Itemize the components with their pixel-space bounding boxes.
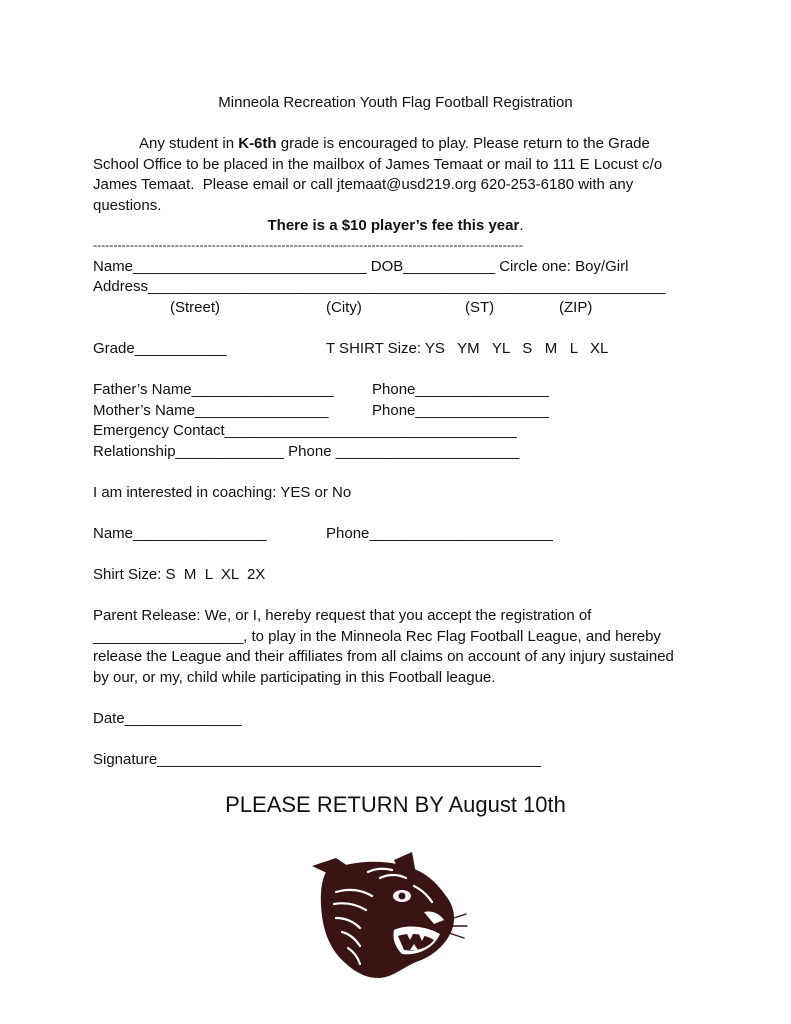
father-phone-line: Phone________________ xyxy=(372,381,549,398)
mother-name-line: Mother’s Name________________ xyxy=(93,402,329,419)
address-label-state: (ST) xyxy=(465,299,495,316)
intro-grade-range: K-6th xyxy=(238,135,277,152)
address-label-zip: (ZIP) xyxy=(559,299,593,316)
name-dob-gender-line: Name____________________________ DOB___________ Circle one: Boy/Girl xyxy=(93,258,629,275)
signature-line: Signature______________________________________________ xyxy=(93,751,541,768)
separator-line: --------------------------------------------------------------------------------------------------------- xyxy=(93,238,524,252)
relationship-line: Relationship_____________ Phone ______________________ xyxy=(93,443,520,460)
date-line: Date______________ xyxy=(93,710,242,727)
intro-line-3: James Temaat. Please email or call jtemaat@usd219.org 620-253-6180 with any xyxy=(93,176,634,193)
mother-phone-line: Phone________________ xyxy=(372,402,549,419)
coaching-interest-line: I am interested in coaching: YES or No xyxy=(93,484,352,501)
wildcat-mascot-icon xyxy=(306,852,468,980)
form-title: Minneola Recreation Youth Flag Football Registration xyxy=(218,94,573,111)
fee-notice xyxy=(0,216,791,236)
father-name-line: Father’s Name_________________ xyxy=(93,381,334,398)
grade-line: Grade___________ xyxy=(93,340,227,357)
coach-phone-line: Phone______________________ xyxy=(326,525,553,542)
intro-line-2: School Office to be placed in the mailbox of James Temaat or mail to 111 E Locust c/o xyxy=(93,156,663,173)
return-deadline-notice: PLEASE RETURN BY August 10th xyxy=(225,792,566,817)
tshirt-size-line: T SHIRT Size: YS YM YL S M L XL xyxy=(326,340,609,357)
address-line: Address______________________________________________________________ xyxy=(93,278,666,295)
address-label-street: (Street) xyxy=(170,299,221,316)
intro-paragraph xyxy=(139,134,650,154)
parent-release-line-2: __________________, to play in the Minneola Rec Flag Football League, and hereby xyxy=(93,628,661,645)
coach-name-line: Name________________ xyxy=(93,525,267,542)
intro-line-4: questions. xyxy=(93,197,162,214)
address-label-city: (City) xyxy=(326,299,362,316)
fee-period: . xyxy=(519,217,524,234)
intro-text-a: Any student in xyxy=(139,135,239,152)
parent-release-line-3: release the League and their affiliates from all claims on account of any injury sustained xyxy=(93,648,674,665)
emergency-contact-line: Emergency Contact___________________________________ xyxy=(93,422,517,439)
parent-release-line-1: Parent Release: We, or I, hereby request that you accept the registration of xyxy=(93,607,592,624)
intro-text-c: grade is encouraged to play. Please return to the Grade xyxy=(276,135,650,152)
parent-release-line-4: by our, or my, child while participating in this Football league. xyxy=(93,669,496,686)
coach-shirt-size-line: Shirt Size: S M L XL 2X xyxy=(93,566,266,583)
fee-text: There is a $10 player’s fee this year xyxy=(267,217,520,234)
